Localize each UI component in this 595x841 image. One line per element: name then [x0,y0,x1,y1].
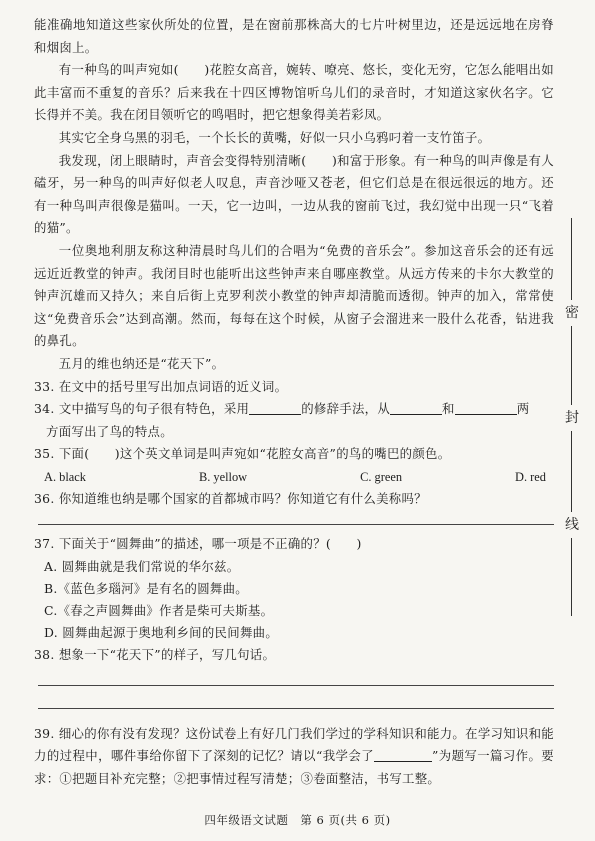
question-38: 38. 想象一下“花天下”的样子，写几句话。 [34,647,276,663]
question-35: 35. 下面( )这个英文单词是叫声宛如“花腔女高音”的鸟的嘴巴的颜色。 [34,446,451,462]
question-34-text-b: 的修辞手法，从 [301,401,391,417]
question-33: 33. 在文中的括号里写出加点词语的近义词。 [34,378,288,394]
answer-blank-34-3[interactable] [455,400,517,415]
page-footer: 四年级语文试题 第 6 页(共 6 页) [204,813,391,827]
option-b[interactable]: B. yellow [198,469,248,484]
question-37-option-d[interactable]: D. 圆舞曲起源于奥地利乡间的民间舞曲。 [44,625,279,641]
answer-blank-34-2[interactable] [390,400,442,415]
seal-char-feng: 封 [564,405,580,431]
question-36: 36. 你知道维也纳是哪个国家的首都城市吗？你知道它有什么美称吗？ [34,490,427,506]
option-d[interactable]: D. red [515,469,546,484]
seal-char-mi: 密 [564,300,580,326]
passage-paragraph-1: 能准确地知道这些家伙所处的位置，是在窗前那株高大的七片叶树里边，还是远远地在房脊和烟囱上。 [34,17,554,55]
question-37-option-a[interactable]: A. 圆舞曲就是我们常说的华尔兹。 [44,559,240,575]
answer-blank-34-1[interactable] [249,400,301,415]
question-34 [34,398,554,443]
question-34-text-c: 和 [442,401,455,417]
option-a[interactable]: A. black [44,469,86,484]
passage-paragraph-6: 五月的维也纳还是“花天下”。 [58,355,225,371]
question-37-option-b[interactable]: B.《蓝色多瑙河》是有名的圆舞曲。 [44,581,249,597]
question-37: 37. 下面关于“圆舞曲”的描述，哪一项是不正确的？( ) [34,536,362,552]
question-34-text-a: 34. 文中描写鸟的句子很有特色，采用 [34,401,250,417]
question-39-text-a: 39. 细心的你有没有发现？这份试卷上有好几门我们学过的学科知识和能力。在学习知识和能力的过程中，哪件事给你留下了深刻的记忆？请以“我学会了 [34,725,554,764]
passage-paragraph-4: 我发现，闭上眼睛时，声音会变得特别清晰( )和富于形象。有一种鸟的叫声像是有人磕牙，另一种鸟的叫声好似老人叹息，声音沙哑又苍老，但它们总是在很远很远的地方。还有一种鸟叫声很像是猫叫。一天，它一边叫，一边从我的窗前飞过，我幻觉中出现一只“飞着的猫”。 [34,152,554,236]
seal-char-xian: 线 [564,512,580,538]
question-39 [34,723,554,791]
answer-blank-39[interactable] [374,747,432,762]
passage-paragraph-2: 有一种鸟的叫声宛如( )花腔女高音，婉转、嘹亮、悠长，变化无穷，它怎么能唱出如此丰富而不重复的音乐？后来我在十四区博物馆听乌儿们的录音时，才知道这家伙名字。它长得并不美。我在闭目领听它的鸣唱时，把它想象得美若彩凤。 [34,62,554,123]
question-34-text-d: 两 [516,401,530,417]
question-34-text-e: 方面写出了鸟的特点。 [46,423,173,439]
question-37-option-c[interactable]: C.《春之声圆舞曲》作者是柴可夫斯基。 [44,603,274,619]
exam-content [34,14,554,790]
passage-paragraph-5: 一位奥地利朋友称这种清晨时鸟儿们的合唱为“免费的音乐会”。参加这音乐会的还有远远近近教堂的钟声。我闭目时也能听出这些钟声来自哪座教堂。从远方传来的卡尔大教堂的钟声沉雄而又持久；来自后街上克罗利茨小教堂的钟声却清脆而透彻。钟声的加入，常常使这“免费音乐会”达到高潮。然而，每每在这个时候，从窗子会溜进来一股什么花香，钻进我的鼻孔。 [34,242,554,349]
passage-paragraph-3: 其实它全身乌黑的羽毛，一个长长的黄嘴，好似一只小乌鸦叼着一支竹笛子。 [58,129,491,145]
question-35-options [34,466,554,488]
option-c[interactable]: C. green [360,469,403,484]
question-39-text-b: ”为题写一篇习作。要求：①把题目补充完整；②把事情过程写清楚；③卷面整洁，书写工整。 [34,748,554,786]
